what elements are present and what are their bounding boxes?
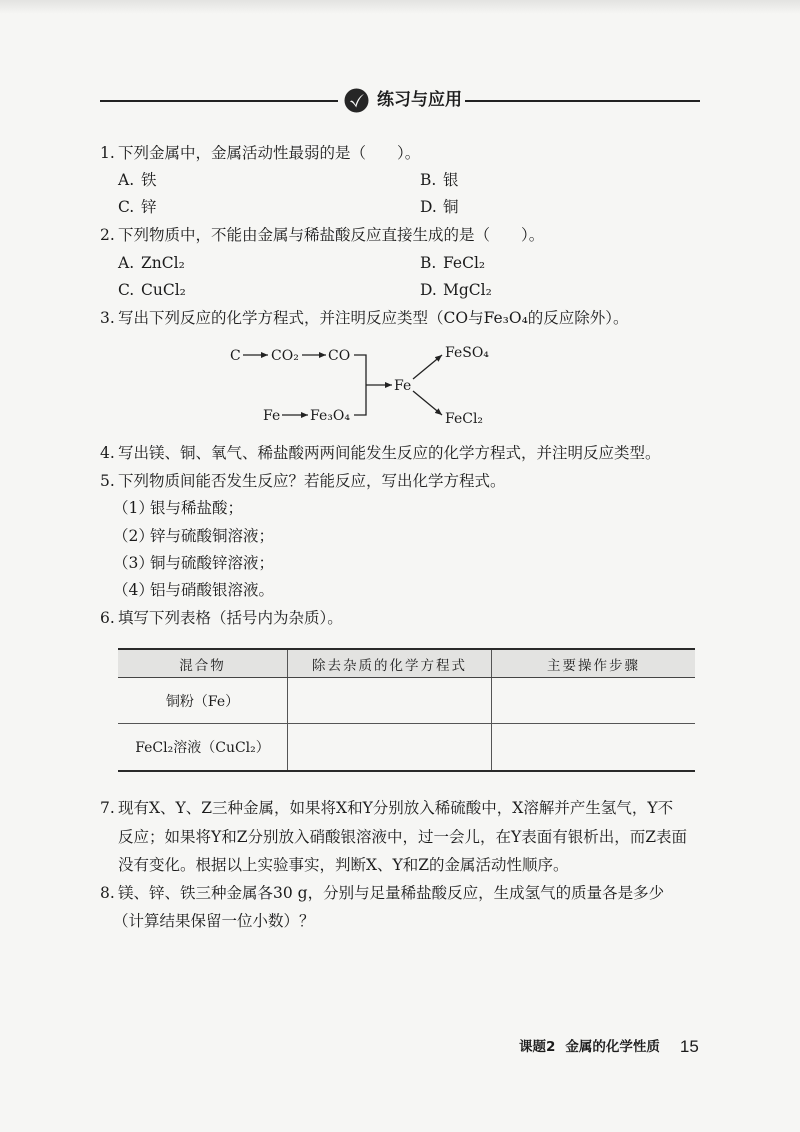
- option-text: 铁: [141, 171, 157, 189]
- question-number: 4.: [100, 444, 115, 462]
- question-7-line-3: 没有变化。根据以上实验事实，判断X、Y和Z的金属活动性顺序。: [118, 856, 569, 874]
- table-cell-steps: [492, 724, 696, 772]
- option-label: D.: [420, 281, 437, 299]
- question-1: [100, 141, 420, 165]
- question-8-line-2: （计算结果保留一位小数）？: [113, 912, 315, 930]
- table-header-steps: 主要操作步骤: [492, 649, 696, 678]
- node-fe-start: Fe: [263, 408, 281, 424]
- node-co2: CO₂: [271, 348, 299, 364]
- question-text-line: 镁、锌、铁三种金属各30 g，分别与足量稀盐酸反应，生成氢气的质量各是多少: [118, 884, 665, 902]
- question-number: 2.: [100, 226, 115, 244]
- chapter-label: 课题2: [519, 1039, 556, 1055]
- question-text: 填写下列表格（括号内为杂质）。: [118, 609, 343, 627]
- q2-option-b: [420, 251, 485, 275]
- merge-bracket: [354, 355, 366, 415]
- item-label: （2）: [113, 527, 154, 545]
- question-text: 下列物质间能否发生反应？若能反应，写出化学方程式。: [118, 472, 506, 490]
- practice-badge-icon: [344, 88, 369, 113]
- option-label: A.: [118, 171, 135, 189]
- question-number: 5.: [100, 472, 115, 490]
- option-text: CuCl₂: [141, 281, 186, 299]
- item-text: 铝与硝酸银溶液。: [150, 581, 275, 599]
- question-text-line: 现有X、Y、Z三种金属，如果将X和Y分别放入稀硫酸中，X溶解并产生氢气，Y不: [118, 799, 674, 817]
- question-number: 6.: [100, 609, 115, 627]
- question-3: [100, 306, 629, 330]
- option-label: C.: [118, 198, 135, 216]
- question-8: [100, 881, 664, 905]
- q1-option-d: [420, 195, 459, 219]
- section-title: 练习与应用: [377, 90, 462, 110]
- question-number: 8.: [100, 884, 115, 902]
- section-rule-right: [465, 100, 700, 102]
- question-text: 写出下列反应的化学方程式，并注明反应类型（CO与Fe₃O₄的反应除外）。: [118, 309, 629, 327]
- question-6: [100, 606, 343, 630]
- option-label: B.: [420, 171, 437, 189]
- table-row: [118, 678, 695, 724]
- scan-shadow: [0, 0, 800, 14]
- item-label: （1）: [113, 499, 154, 517]
- option-text: FeCl₂: [443, 254, 486, 272]
- q5-item-2: [113, 524, 274, 548]
- option-label: A.: [118, 254, 135, 272]
- question-text: 下列物质中，不能由金属与稀盐酸反应直接生成的是（ ）。: [118, 226, 545, 244]
- q2-option-d: [420, 278, 492, 302]
- item-label: （4）: [113, 581, 154, 599]
- q5-item-1: [113, 496, 243, 520]
- section-rule-left: [100, 100, 338, 102]
- option-label: D.: [420, 198, 437, 216]
- question-text: 下列金属中，金属活动性最弱的是（ ）。: [118, 144, 421, 162]
- q2-option-a: [118, 251, 185, 275]
- question-number: 3.: [100, 309, 115, 327]
- page-footer: [519, 1035, 699, 1059]
- q5-item-3: [113, 551, 274, 575]
- q1-option-b: [420, 168, 459, 192]
- node-fe3o4: Fe₃O₄: [310, 408, 350, 424]
- question-text: 写出镁、铜、氧气、稀盐酸两两间能发生反应的化学方程式，并注明反应类型。: [118, 444, 661, 462]
- table-row: [118, 724, 695, 772]
- question-number: 7.: [100, 799, 115, 817]
- page-number: 15: [679, 1037, 699, 1056]
- question-number: 1.: [100, 144, 115, 162]
- reaction-diagram: [220, 335, 510, 435]
- arrow-fe-to-feso4: [413, 355, 442, 379]
- table-cell-equation: [288, 724, 492, 772]
- option-label: C.: [118, 281, 135, 299]
- q1-option-a: [118, 168, 157, 192]
- table-cell-mixture: FeCl₂溶液（CuCl₂）: [118, 724, 288, 772]
- node-feso4: FeSO₄: [445, 345, 489, 361]
- q5-item-4: [113, 578, 274, 602]
- item-text: 银与稀盐酸；: [150, 499, 244, 517]
- option-text: 铜: [443, 198, 459, 216]
- table-header-row: [118, 649, 695, 678]
- item-label: （3）: [113, 554, 154, 572]
- option-text: ZnCl₂: [141, 254, 185, 272]
- option-text: MgCl₂: [443, 281, 492, 299]
- table-cell-equation: [288, 678, 492, 724]
- question-2: [100, 223, 544, 247]
- item-text: 锌与硫酸铜溶液；: [150, 527, 275, 545]
- q1-option-c: [118, 195, 157, 219]
- question-4: [100, 441, 661, 465]
- table-header-equation: 除去杂质的化学方程式: [288, 649, 492, 678]
- question-7-line-2: 反应；如果将Y和Z分别放入硝酸银溶液中，过一会儿，在Y表面有银析出，而Z表面: [118, 828, 688, 846]
- table-header-mixture: 混合物: [118, 649, 288, 678]
- question-7: [100, 796, 673, 820]
- node-fecl2: FeCl₂: [445, 411, 484, 427]
- impurity-table: [118, 648, 695, 772]
- table-cell-mixture: 铜粉（Fe）: [118, 678, 288, 724]
- option-text: 银: [443, 171, 459, 189]
- node-c: C: [230, 348, 241, 364]
- q2-option-c: [118, 278, 186, 302]
- chapter-title: 金属的化学性质: [565, 1039, 660, 1055]
- option-label: B.: [420, 254, 437, 272]
- node-fe: Fe: [394, 378, 412, 394]
- option-text: 锌: [141, 198, 157, 216]
- arrow-fe-to-fecl2: [413, 391, 442, 415]
- item-text: 铜与硫酸锌溶液；: [150, 554, 275, 572]
- question-5: [100, 469, 506, 493]
- node-co: CO: [328, 348, 351, 364]
- table-cell-steps: [492, 678, 696, 724]
